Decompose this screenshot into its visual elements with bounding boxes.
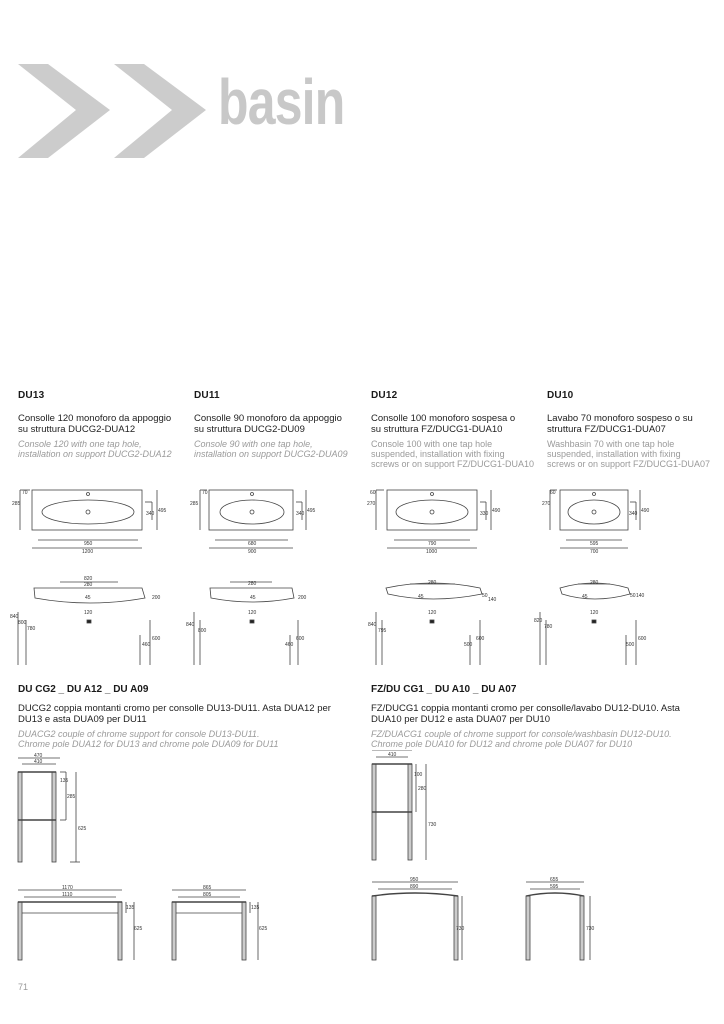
- dim-label: 280: [418, 786, 427, 792]
- dim-label: 600: [296, 636, 305, 642]
- dim-label: 50: [482, 593, 488, 599]
- dim-label: 340: [296, 511, 305, 517]
- dim-label: 800: [198, 628, 207, 634]
- desc-line: Chrome pole DUA10 for DU12 and chrome pole DUA07 for DU10: [371, 739, 633, 749]
- dim-label: 460: [285, 642, 294, 648]
- dim-label: 280: [248, 581, 257, 587]
- dim-label: 200: [298, 595, 307, 601]
- dim-label: 1200: [82, 549, 94, 555]
- dim-label: 730: [456, 926, 465, 932]
- support-desc-en: [18, 729, 363, 749]
- desc-line: Console 100 with one tap hole: [371, 439, 493, 449]
- product-drawings: [0, 480, 724, 670]
- desc-line: installation on support DUCG2-DUA09: [194, 449, 348, 459]
- dim-label: 490: [641, 508, 650, 514]
- support-code: DU CG2 _ DU A12 _ DU A09: [18, 684, 149, 695]
- dim-label: 680: [248, 541, 257, 547]
- dim-label: 270: [367, 501, 376, 507]
- product-du12: [371, 390, 546, 469]
- drawing-ducg2-side: [18, 758, 80, 862]
- product-desc-en: [547, 439, 717, 469]
- drawing-du13-side: [18, 582, 150, 665]
- page-title: basin: [218, 66, 345, 138]
- dim-label: 820: [84, 576, 93, 582]
- desc-line: su struttura FZ/DUCG1-DUA10: [371, 424, 503, 435]
- desc-line: FZ/DUCG1 coppia montanti cromo per consolle/lavabo DU12-DU10. Asta: [371, 703, 680, 714]
- dim-label: 600: [152, 636, 161, 642]
- dim-label: 200: [152, 595, 161, 601]
- dim-label: 410: [388, 752, 397, 758]
- product-code: DU13: [18, 390, 45, 401]
- dim-label: 100: [414, 772, 423, 778]
- dim-label: 865: [203, 885, 212, 891]
- dim-label: 840: [10, 614, 19, 620]
- dim-label: 795: [378, 628, 387, 634]
- chevron-right-icon: [114, 64, 206, 158]
- desc-line: installation on support DUCG2-DUA12: [18, 449, 172, 459]
- drawing-ducg2-front-1: [18, 890, 134, 960]
- dim-label: 120: [248, 610, 257, 616]
- dim-label: 900: [248, 549, 257, 555]
- dim-label: 285: [12, 501, 21, 507]
- dim-label: 595: [590, 541, 599, 547]
- drawing-ducg2-front-2: [172, 890, 258, 960]
- desc-line: suspended, installation with fixing: [371, 449, 505, 459]
- dim-label: 410: [34, 759, 43, 765]
- dim-label: 500: [464, 642, 473, 648]
- dim-label: 460: [142, 642, 151, 648]
- product-desc-it: [194, 413, 369, 435]
- drawing-ducg1-side: [372, 750, 426, 860]
- desc-line: DUACG2 couple of chrome support for console DU13-DU11.: [18, 729, 260, 739]
- desc-line: Console 120 with one tap hole,: [18, 439, 142, 449]
- product-du10: [547, 390, 717, 469]
- dim-label: 730: [586, 926, 595, 932]
- desc-line: screws or on support FZ/DUCG1-DUA07: [547, 459, 711, 469]
- support-ducg1: [371, 684, 716, 749]
- dim-label: 625: [78, 826, 87, 832]
- dim-label: 60: [370, 490, 376, 496]
- product-desc-en: [194, 439, 369, 459]
- tap-hole-icon: [87, 493, 90, 496]
- dim-label: 495: [158, 508, 167, 514]
- drain-icon: [86, 510, 90, 514]
- dim-label: 280: [590, 580, 599, 586]
- dim-label: 820: [534, 618, 543, 624]
- dim-label: 790: [428, 541, 437, 547]
- desc-line: DUA10 per DU12 e asta DUA07 per DU10: [371, 714, 551, 725]
- support-desc-it: [18, 703, 363, 725]
- dim-label: 140: [636, 593, 645, 599]
- dim-label: 1000: [426, 549, 438, 555]
- dim-label: 950: [84, 541, 93, 547]
- dim-label: 270: [542, 501, 551, 507]
- product-desc-en: [371, 439, 546, 469]
- desc-line: Lavabo 70 monoforo sospeso o su: [547, 413, 693, 424]
- drawing-du11: [194, 490, 306, 665]
- dim-label: 45: [85, 595, 91, 601]
- support-code: FZ/DU CG1 _ DU A10 _ DU A07: [371, 684, 517, 695]
- product-desc-en: [18, 439, 193, 459]
- dim-label: 280: [84, 582, 93, 588]
- drawing-ducg1-front-1: [372, 882, 462, 960]
- support-desc-en: [371, 729, 716, 749]
- desc-line: su struttura DUCG2-DU09: [194, 424, 305, 435]
- desc-line: FZ/DUACG1 couple of chrome support for console/washbasin DU12-DU10.: [371, 729, 672, 739]
- drawing-du10: [540, 490, 640, 665]
- dim-label: 135: [60, 778, 69, 784]
- dim-label: 280: [428, 580, 437, 586]
- dim-label: 730: [428, 822, 437, 828]
- desc-line: Consolle 90 monoforo da appoggio: [194, 413, 342, 424]
- dim-label: 120: [84, 610, 93, 616]
- header-chevrons: [18, 62, 218, 162]
- drawing-du13: [20, 490, 157, 548]
- dim-label: 285: [67, 794, 76, 800]
- dim-label: 700: [590, 549, 599, 555]
- dim-label: 600: [638, 636, 647, 642]
- product-du13: [18, 390, 193, 459]
- page-number: 71: [18, 982, 29, 992]
- dim-label: 805: [203, 892, 212, 898]
- dim-label: 70: [22, 490, 28, 496]
- dim-label: 840: [186, 622, 195, 628]
- support-drawings: [0, 750, 724, 970]
- desc-line: DUCG2 coppia montanti cromo per consolle DU13-DU11. Asta DUA12 per: [18, 703, 331, 714]
- desc-line: Consolle 100 monoforo sospesa o: [371, 413, 516, 424]
- basin-bowl: [42, 500, 134, 524]
- product-code: DU10: [547, 390, 574, 401]
- desc-line: Washbasin 70 with one tap hole: [547, 439, 675, 449]
- desc-line: Chrome pole DUA12 for DU13 and chrome pole DUA09 for DU11: [18, 739, 279, 749]
- dim-label: 470: [34, 753, 43, 759]
- product-desc-it: [18, 413, 193, 435]
- desc-line: DU13 e asta DUA09 per DU11: [18, 714, 147, 725]
- dim-label: 950: [410, 877, 419, 883]
- dim-label: 45: [418, 594, 424, 600]
- dim-label: 285: [190, 501, 199, 507]
- product-desc-it: [547, 413, 717, 435]
- desc-line: Console 90 with one tap hole,: [194, 439, 313, 449]
- dim-label: 1110: [62, 892, 73, 898]
- dim-label: 135: [251, 905, 260, 911]
- desc-line: screws or on support FZ/DUCG1-DUA10: [371, 459, 535, 469]
- dim-label: 120: [590, 610, 599, 616]
- dim-label: 50: [630, 593, 636, 599]
- dim-label: 890: [410, 884, 419, 890]
- dim-label: 780: [544, 624, 553, 630]
- dim-label: [388, 750, 397, 751]
- dim-label: 45: [582, 594, 588, 600]
- dim-label: 600: [476, 636, 485, 642]
- product-desc-it: [371, 413, 546, 435]
- dim-label: 840: [368, 622, 377, 628]
- dim-label: 490: [492, 508, 501, 514]
- dim-label: 655: [550, 877, 559, 883]
- dim-label: 70: [202, 490, 208, 496]
- desc-line: struttura FZ/DUCG1-DUA07: [547, 424, 666, 435]
- dim-label: 45: [250, 595, 256, 601]
- dim-label: 780: [27, 626, 36, 632]
- dim-label: 495: [307, 508, 316, 514]
- dim-label: 500: [626, 642, 635, 648]
- drawing-ducg1-front-2: [526, 882, 590, 960]
- dim-label: 120: [428, 610, 437, 616]
- support-ducg2: [18, 684, 363, 749]
- desc-line: Consolle 120 monoforo da appoggio: [18, 413, 172, 424]
- chevron-right-icon: [18, 64, 110, 158]
- dim-label: 140: [488, 597, 497, 603]
- product-code: DU12: [371, 390, 398, 401]
- dim-label: 135: [126, 905, 135, 911]
- product-code: DU11: [194, 390, 220, 401]
- dim-label: 625: [134, 926, 143, 932]
- drawing-du12: [376, 490, 491, 665]
- dim-label: 330: [480, 511, 489, 517]
- dim-label: 340: [629, 511, 638, 517]
- product-du11: [194, 390, 369, 459]
- desc-line: suspended, installation with fixing: [547, 449, 681, 459]
- dim-label: 800: [18, 620, 27, 626]
- dim-label: 60: [550, 490, 556, 496]
- dim-label: 625: [259, 926, 268, 932]
- dim-label: 595: [550, 884, 559, 890]
- dim-label: 1170: [62, 885, 73, 891]
- desc-line: su struttura DUCG2-DUA12: [18, 424, 136, 435]
- support-desc-it: [371, 703, 716, 725]
- dim-label: 340: [146, 511, 155, 517]
